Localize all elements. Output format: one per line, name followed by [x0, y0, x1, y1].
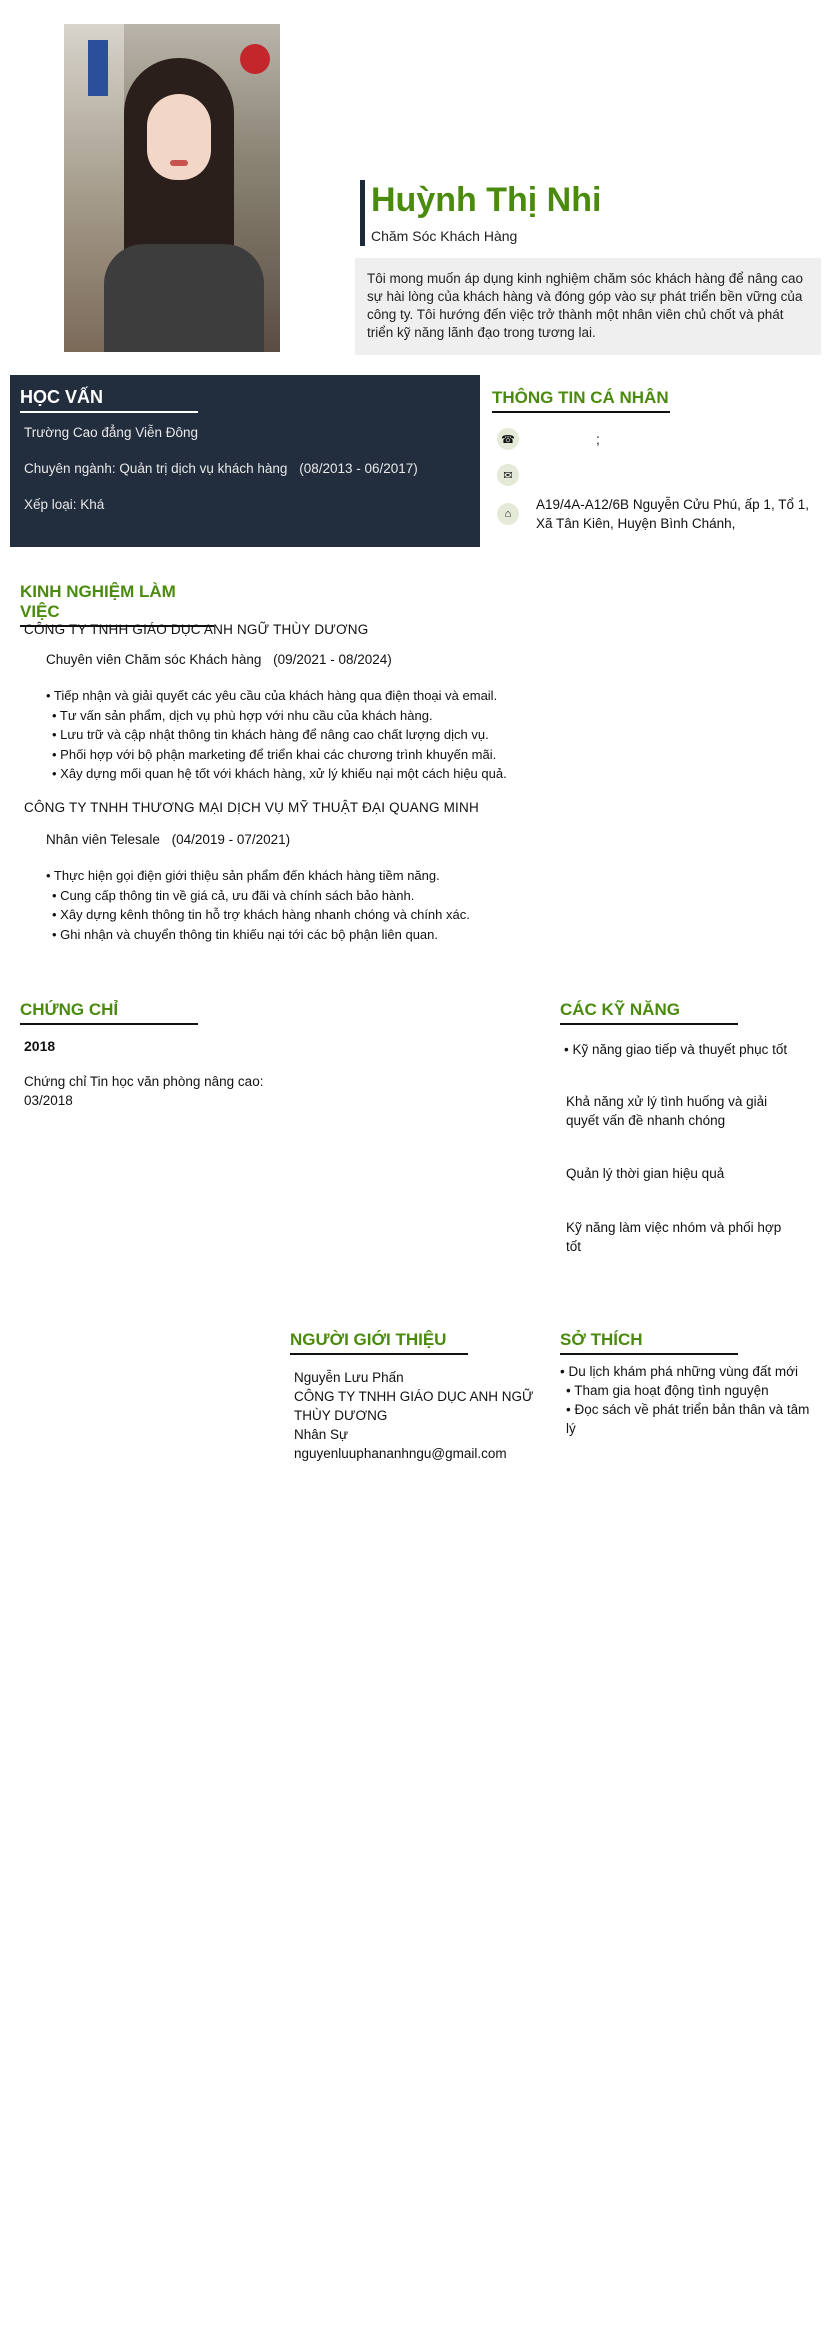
list-item: • Thực hiện gọi điện giới thiệu sản phẩm đến khách hàng tiềm năng. — [46, 868, 440, 883]
education-school: Trường Cao đẳng Viễn Đông — [24, 425, 198, 440]
education-title: HỌC VẤN — [20, 387, 198, 413]
references-block — [294, 1368, 534, 1463]
references-title: NGƯỜI GIỚI THIỆU — [290, 1330, 468, 1355]
profile-photo — [64, 24, 280, 352]
phone-value: ; — [596, 432, 600, 447]
job-1-bullets — [46, 686, 507, 784]
skill-item: Khả năng xử lý tình huống và giải quyết vấn đề nhanh chóng — [566, 1094, 768, 1128]
candidate-position: Chăm Sóc Khách Hàng — [371, 228, 518, 244]
certificate-name: Chứng chỉ Tin học văn phòng nâng cao: 03/2018 — [24, 1074, 264, 1108]
education-section — [10, 375, 480, 547]
job-1-period: (09/2021 - 08/2024) — [273, 652, 392, 667]
education-rank: Xếp loại: Khá — [24, 497, 105, 512]
skill-item: Kỹ năng làm việc nhóm và phối hợp tốt — [566, 1220, 782, 1254]
job-2-company: CÔNG TY TNHH THƯƠNG MẠI DỊCH VỤ MỸ THUẬT ĐẠI QUANG MINH — [24, 800, 479, 815]
list-item: • Đọc sách về phát triển bản thân và tâm lý — [566, 1402, 810, 1436]
skill-item: • Kỹ năng giao tiếp và thuyết phục tốt — [564, 1042, 788, 1057]
reference-company: CÔNG TY TNHH GIÁO DỤC ANH NGỮ THÙY DƯƠNG — [294, 1389, 534, 1423]
experience-title: KINH NGHIỆM LÀM VIỆC — [20, 582, 214, 627]
skill-item: Quản lý thời gian hiệu quả — [566, 1166, 725, 1181]
job-2-bullets — [46, 866, 470, 944]
hobbies-title: SỞ THÍCH — [560, 1330, 738, 1355]
phone-icon: ☎ — [497, 428, 519, 450]
job-1-role-row — [46, 652, 392, 667]
education-major-row — [24, 461, 418, 476]
personal-info-title: THÔNG TIN CÁ NHÂN — [492, 388, 670, 413]
reference-position: Nhân Sự — [294, 1427, 349, 1442]
job-2-role-row — [46, 832, 290, 847]
certificate-year: 2018 — [24, 1038, 56, 1054]
candidate-name: Huỳnh Thị Nhi — [371, 181, 602, 219]
reference-name: Nguyễn Lưu Phấn — [294, 1370, 404, 1385]
reference-email: nguyenluuphananhngu@gmail.com — [294, 1446, 507, 1461]
name-block — [360, 180, 660, 246]
list-item: • Du lịch khám phá những vùng đất mới — [560, 1364, 798, 1379]
education-period: (08/2013 - 06/2017) — [299, 461, 418, 476]
job-2-period: (04/2019 - 07/2021) — [171, 832, 291, 847]
skills-title: CÁC KỸ NĂNG — [560, 1000, 738, 1025]
career-objective: Tôi mong muốn áp dụng kinh nghiệm chăm sóc khách hàng để nâng cao sự hài lòng của khách hàng và đóng góp vào sự phát triển bền vững của công ty. Tôi hướng đến việc trở thành một nhân viên chủ chốt và phát triển kỹ năng lãnh đạo trong tương lai. — [355, 258, 821, 355]
list-item: • Phối hợp với bộ phận marketing để triển khai các chương trình khuyến mãi. — [52, 746, 497, 762]
home-icon: ⌂ — [497, 503, 519, 525]
education-major: Chuyên ngành: Quản trị dịch vụ khách hàng — [24, 461, 288, 476]
envelope-icon: ✉ — [497, 464, 519, 486]
list-item: • Ghi nhận và chuyển thông tin khiếu nại tới các bộ phận liên quan. — [52, 926, 439, 942]
address-value: A19/4A-A12/6B Nguyễn Cửu Phú, ấp 1, Tổ 1, Xã Tân Kiên, Huyện Bình Chánh, — [536, 497, 809, 531]
list-item: • Tiếp nhận và giải quyết các yêu cầu của khách hàng qua điện thoại và email. — [46, 688, 498, 703]
list-item: • Tham gia hoạt động tình nguyện — [566, 1383, 769, 1398]
list-item: • Tư vấn sản phẩm, dịch vụ phù hợp với nhu cầu của khách hàng. — [52, 707, 433, 723]
list-item: • Cung cấp thông tin về giá cả, ưu đãi và chính sách bảo hành. — [52, 887, 415, 903]
list-item: • Xây dựng mối quan hệ tốt với khách hàng, xử lý khiếu nại một cách hiệu quả. — [52, 766, 507, 781]
hobbies-list — [560, 1362, 820, 1438]
list-item: • Lưu trữ và cập nhật thông tin khách hàng để nâng cao chất lượng dịch vụ. — [52, 727, 489, 742]
job-1-role: Chuyên viên Chăm sóc Khách hàng — [46, 652, 262, 667]
job-2-role: Nhân viên Telesale — [46, 832, 160, 847]
job-1-company: CÔNG TY TNHH GIÁO DỤC ANH NGỮ THÙY DƯƠNG — [24, 622, 369, 637]
list-item: • Xây dựng kênh thông tin hỗ trợ khách hàng nhanh chóng và chính xác. — [52, 907, 470, 922]
certificates-title: CHỨNG CHỈ — [20, 1000, 198, 1025]
